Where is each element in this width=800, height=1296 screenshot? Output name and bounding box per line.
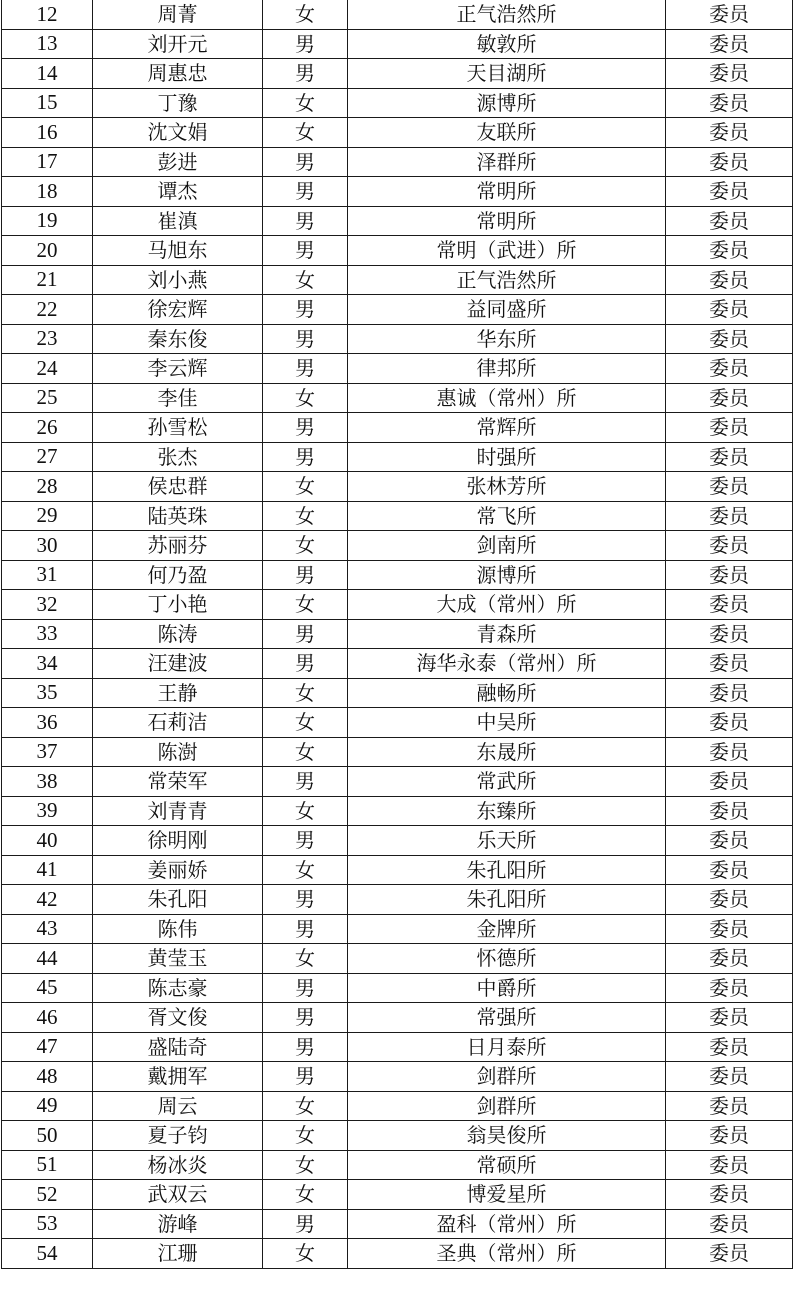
law-firm-cell: 常武所	[348, 767, 666, 797]
table-row	[2, 177, 793, 207]
row-number-cell: 45	[2, 973, 93, 1003]
member-gender-cell: 男	[263, 442, 348, 472]
table-row	[2, 944, 793, 974]
member-role-cell: 委员	[666, 531, 793, 561]
member-gender-cell: 男	[263, 29, 348, 59]
row-number-cell: 43	[2, 914, 93, 944]
row-number-cell: 32	[2, 590, 93, 620]
member-gender-cell: 女	[263, 118, 348, 148]
member-gender-cell: 男	[263, 324, 348, 354]
row-number-cell: 12	[2, 0, 93, 29]
law-firm-cell: 东晟所	[348, 737, 666, 767]
member-role-cell: 委员	[666, 236, 793, 266]
member-gender-cell: 女	[263, 708, 348, 738]
table-row	[2, 118, 793, 148]
law-firm-cell: 友联所	[348, 118, 666, 148]
member-name-cell: 陈澍	[93, 737, 263, 767]
member-role-cell: 委员	[666, 1150, 793, 1180]
member-role-cell: 委员	[666, 826, 793, 856]
member-name-cell: 杨冰炎	[93, 1150, 263, 1180]
member-gender-cell: 女	[263, 944, 348, 974]
row-number-cell: 53	[2, 1209, 93, 1239]
member-gender-cell: 女	[263, 796, 348, 826]
member-name-cell: 陈伟	[93, 914, 263, 944]
member-gender-cell: 男	[263, 1209, 348, 1239]
row-number-cell: 30	[2, 531, 93, 561]
table-row	[2, 0, 793, 29]
row-number-cell: 29	[2, 501, 93, 531]
law-firm-cell: 怀德所	[348, 944, 666, 974]
member-name-cell: 盛陆奇	[93, 1032, 263, 1062]
table-row	[2, 1091, 793, 1121]
member-gender-cell: 女	[263, 678, 348, 708]
member-name-cell: 夏子钧	[93, 1121, 263, 1151]
member-role-cell: 委员	[666, 29, 793, 59]
member-name-cell: 王静	[93, 678, 263, 708]
member-gender-cell: 男	[263, 177, 348, 207]
law-firm-cell: 东臻所	[348, 796, 666, 826]
member-gender-cell: 女	[263, 0, 348, 29]
law-firm-cell: 常明所	[348, 206, 666, 236]
member-role-cell: 委员	[666, 1091, 793, 1121]
member-name-cell: 谭杰	[93, 177, 263, 207]
law-firm-cell: 剑群所	[348, 1062, 666, 1092]
member-gender-cell: 男	[263, 1032, 348, 1062]
table-row	[2, 265, 793, 295]
law-firm-cell: 日月泰所	[348, 1032, 666, 1062]
member-name-cell: 胥文俊	[93, 1003, 263, 1033]
row-number-cell: 25	[2, 383, 93, 413]
member-name-cell: 陈涛	[93, 619, 263, 649]
row-number-cell: 13	[2, 29, 93, 59]
row-number-cell: 15	[2, 88, 93, 118]
law-firm-cell: 海华永泰（常州）所	[348, 649, 666, 679]
law-firm-cell: 乐天所	[348, 826, 666, 856]
law-firm-cell: 常飞所	[348, 501, 666, 531]
table-row	[2, 29, 793, 59]
law-firm-cell: 大成（常州）所	[348, 590, 666, 620]
table-row	[2, 206, 793, 236]
member-name-cell: 陈志豪	[93, 973, 263, 1003]
member-role-cell: 委员	[666, 472, 793, 502]
table-row	[2, 88, 793, 118]
member-role-cell: 委员	[666, 914, 793, 944]
member-gender-cell: 女	[263, 265, 348, 295]
law-firm-cell: 张林芳所	[348, 472, 666, 502]
law-firm-cell: 常明所	[348, 177, 666, 207]
law-firm-cell: 博爱星所	[348, 1180, 666, 1210]
member-role-cell: 委员	[666, 295, 793, 325]
member-role-cell: 委员	[666, 88, 793, 118]
member-role-cell: 委员	[666, 1209, 793, 1239]
member-role-cell: 委员	[666, 1180, 793, 1210]
member-name-cell: 汪建波	[93, 649, 263, 679]
law-firm-cell: 常强所	[348, 1003, 666, 1033]
table-row	[2, 973, 793, 1003]
row-number-cell: 27	[2, 442, 93, 472]
row-number-cell: 22	[2, 295, 93, 325]
member-name-cell: 秦东俊	[93, 324, 263, 354]
law-firm-cell: 朱孔阳所	[348, 855, 666, 885]
member-name-cell: 苏丽芬	[93, 531, 263, 561]
member-role-cell: 委员	[666, 619, 793, 649]
member-role-cell: 委员	[666, 413, 793, 443]
member-table	[1, 0, 793, 1269]
member-role-cell: 委员	[666, 383, 793, 413]
row-number-cell: 44	[2, 944, 93, 974]
row-number-cell: 28	[2, 472, 93, 502]
member-role-cell: 委员	[666, 767, 793, 797]
member-role-cell: 委员	[666, 265, 793, 295]
member-gender-cell: 男	[263, 59, 348, 89]
row-number-cell: 51	[2, 1150, 93, 1180]
member-role-cell: 委员	[666, 737, 793, 767]
member-role-cell: 委员	[666, 177, 793, 207]
law-firm-cell: 正气浩然所	[348, 0, 666, 29]
member-gender-cell: 女	[263, 737, 348, 767]
law-firm-cell: 朱孔阳所	[348, 885, 666, 915]
member-gender-cell: 女	[263, 590, 348, 620]
law-firm-cell: 融畅所	[348, 678, 666, 708]
table-row	[2, 501, 793, 531]
table-row	[2, 472, 793, 502]
member-role-cell: 委员	[666, 206, 793, 236]
law-firm-cell: 泽群所	[348, 147, 666, 177]
table-row	[2, 796, 793, 826]
member-name-cell: 沈文娟	[93, 118, 263, 148]
row-number-cell: 18	[2, 177, 93, 207]
member-gender-cell: 男	[263, 1062, 348, 1092]
member-gender-cell: 男	[263, 649, 348, 679]
member-role-cell: 委员	[666, 1032, 793, 1062]
row-number-cell: 46	[2, 1003, 93, 1033]
member-gender-cell: 男	[263, 560, 348, 590]
member-name-cell: 丁豫	[93, 88, 263, 118]
member-gender-cell: 女	[263, 1091, 348, 1121]
table-row	[2, 914, 793, 944]
row-number-cell: 24	[2, 354, 93, 384]
member-gender-cell: 男	[263, 885, 348, 915]
table-row	[2, 383, 793, 413]
row-number-cell: 48	[2, 1062, 93, 1092]
table-row	[2, 59, 793, 89]
table-row	[2, 737, 793, 767]
member-name-cell: 石莉洁	[93, 708, 263, 738]
law-firm-cell: 青森所	[348, 619, 666, 649]
member-gender-cell: 男	[263, 826, 348, 856]
member-name-cell: 姜丽娇	[93, 855, 263, 885]
member-name-cell: 刘开元	[93, 29, 263, 59]
table-row	[2, 1209, 793, 1239]
member-name-cell: 周惠忠	[93, 59, 263, 89]
law-firm-cell: 源博所	[348, 88, 666, 118]
table-row	[2, 590, 793, 620]
member-name-cell: 何乃盈	[93, 560, 263, 590]
member-name-cell: 黄莹玉	[93, 944, 263, 974]
member-gender-cell: 女	[263, 383, 348, 413]
member-name-cell: 戴拥军	[93, 1062, 263, 1092]
row-number-cell: 50	[2, 1121, 93, 1151]
table-row	[2, 649, 793, 679]
table-row	[2, 560, 793, 590]
member-name-cell: 孙雪松	[93, 413, 263, 443]
row-number-cell: 36	[2, 708, 93, 738]
row-number-cell: 14	[2, 59, 93, 89]
member-gender-cell: 男	[263, 619, 348, 649]
member-role-cell: 委员	[666, 855, 793, 885]
member-gender-cell: 男	[263, 914, 348, 944]
member-name-cell: 江珊	[93, 1239, 263, 1269]
table-row	[2, 619, 793, 649]
row-number-cell: 21	[2, 265, 93, 295]
law-firm-cell: 剑南所	[348, 531, 666, 561]
member-gender-cell: 女	[263, 501, 348, 531]
table-row	[2, 678, 793, 708]
member-gender-cell: 男	[263, 295, 348, 325]
member-role-cell: 委员	[666, 708, 793, 738]
table-row	[2, 708, 793, 738]
member-role-cell: 委员	[666, 1062, 793, 1092]
law-firm-cell: 圣典（常州）所	[348, 1239, 666, 1269]
law-firm-cell: 华东所	[348, 324, 666, 354]
row-number-cell: 17	[2, 147, 93, 177]
row-number-cell: 39	[2, 796, 93, 826]
member-role-cell: 委员	[666, 796, 793, 826]
law-firm-cell: 律邦所	[348, 354, 666, 384]
row-number-cell: 38	[2, 767, 93, 797]
law-firm-cell: 时强所	[348, 442, 666, 472]
member-gender-cell: 男	[263, 413, 348, 443]
table-row	[2, 531, 793, 561]
member-gender-cell: 男	[263, 767, 348, 797]
member-role-cell: 委员	[666, 590, 793, 620]
table-row	[2, 1180, 793, 1210]
member-name-cell: 张杰	[93, 442, 263, 472]
member-role-cell: 委员	[666, 442, 793, 472]
row-number-cell: 35	[2, 678, 93, 708]
member-name-cell: 李佳	[93, 383, 263, 413]
law-firm-cell: 金牌所	[348, 914, 666, 944]
table-row	[2, 767, 793, 797]
table-row	[2, 442, 793, 472]
row-number-cell: 33	[2, 619, 93, 649]
row-number-cell: 41	[2, 855, 93, 885]
member-gender-cell: 女	[263, 1180, 348, 1210]
member-name-cell: 李云辉	[93, 354, 263, 384]
table-row	[2, 885, 793, 915]
member-gender-cell: 男	[263, 206, 348, 236]
member-name-cell: 周菁	[93, 0, 263, 29]
member-gender-cell: 男	[263, 147, 348, 177]
row-number-cell: 52	[2, 1180, 93, 1210]
table-row	[2, 295, 793, 325]
member-role-cell: 委员	[666, 0, 793, 29]
law-firm-cell: 源博所	[348, 560, 666, 590]
table-row	[2, 147, 793, 177]
member-role-cell: 委员	[666, 885, 793, 915]
member-gender-cell: 男	[263, 1003, 348, 1033]
law-firm-cell: 常硕所	[348, 1150, 666, 1180]
member-gender-cell: 男	[263, 973, 348, 1003]
member-name-cell: 崔滇	[93, 206, 263, 236]
row-number-cell: 31	[2, 560, 93, 590]
table-row	[2, 1032, 793, 1062]
table-row	[2, 1003, 793, 1033]
row-number-cell: 54	[2, 1239, 93, 1269]
member-role-cell: 委员	[666, 324, 793, 354]
member-gender-cell: 女	[263, 1239, 348, 1269]
row-number-cell: 20	[2, 236, 93, 266]
member-name-cell: 武双云	[93, 1180, 263, 1210]
member-role-cell: 委员	[666, 678, 793, 708]
law-firm-cell: 常辉所	[348, 413, 666, 443]
row-number-cell: 37	[2, 737, 93, 767]
row-number-cell: 16	[2, 118, 93, 148]
row-number-cell: 40	[2, 826, 93, 856]
member-name-cell: 徐宏辉	[93, 295, 263, 325]
member-gender-cell: 女	[263, 1121, 348, 1151]
table-row	[2, 826, 793, 856]
table-row	[2, 1062, 793, 1092]
member-gender-cell: 男	[263, 236, 348, 266]
member-role-cell: 委员	[666, 118, 793, 148]
member-name-cell: 游峰	[93, 1209, 263, 1239]
member-table-body	[2, 0, 793, 1268]
law-firm-cell: 益同盛所	[348, 295, 666, 325]
table-row	[2, 324, 793, 354]
member-role-cell: 委员	[666, 501, 793, 531]
member-name-cell: 马旭东	[93, 236, 263, 266]
table-row	[2, 236, 793, 266]
member-gender-cell: 女	[263, 88, 348, 118]
law-firm-cell: 中吴所	[348, 708, 666, 738]
member-role-cell: 委员	[666, 1003, 793, 1033]
law-firm-cell: 剑群所	[348, 1091, 666, 1121]
member-role-cell: 委员	[666, 944, 793, 974]
member-name-cell: 侯忠群	[93, 472, 263, 502]
member-role-cell: 委员	[666, 973, 793, 1003]
member-name-cell: 常荣军	[93, 767, 263, 797]
member-name-cell: 周云	[93, 1091, 263, 1121]
row-number-cell: 34	[2, 649, 93, 679]
member-role-cell: 委员	[666, 1121, 793, 1151]
table-row	[2, 1150, 793, 1180]
member-name-cell: 彭进	[93, 147, 263, 177]
row-number-cell: 49	[2, 1091, 93, 1121]
row-number-cell: 26	[2, 413, 93, 443]
member-role-cell: 委员	[666, 560, 793, 590]
law-firm-cell: 中爵所	[348, 973, 666, 1003]
table-row	[2, 354, 793, 384]
member-role-cell: 委员	[666, 147, 793, 177]
law-firm-cell: 盈科（常州）所	[348, 1209, 666, 1239]
member-gender-cell: 女	[263, 472, 348, 502]
table-row	[2, 855, 793, 885]
row-number-cell: 19	[2, 206, 93, 236]
member-gender-cell: 女	[263, 531, 348, 561]
member-gender-cell: 男	[263, 354, 348, 384]
table-row	[2, 1121, 793, 1151]
member-role-cell: 委员	[666, 59, 793, 89]
table-row	[2, 413, 793, 443]
member-gender-cell: 女	[263, 855, 348, 885]
member-role-cell: 委员	[666, 1239, 793, 1269]
member-name-cell: 陆英珠	[93, 501, 263, 531]
member-gender-cell: 女	[263, 1150, 348, 1180]
row-number-cell: 42	[2, 885, 93, 915]
law-firm-cell: 正气浩然所	[348, 265, 666, 295]
row-number-cell: 23	[2, 324, 93, 354]
law-firm-cell: 敏敦所	[348, 29, 666, 59]
member-name-cell: 刘小燕	[93, 265, 263, 295]
law-firm-cell: 惠诚（常州）所	[348, 383, 666, 413]
member-role-cell: 委员	[666, 354, 793, 384]
law-firm-cell: 天目湖所	[348, 59, 666, 89]
row-number-cell: 47	[2, 1032, 93, 1062]
member-name-cell: 丁小艳	[93, 590, 263, 620]
member-name-cell: 朱孔阳	[93, 885, 263, 915]
law-firm-cell: 翁昊俊所	[348, 1121, 666, 1151]
member-role-cell: 委员	[666, 649, 793, 679]
member-name-cell: 刘青青	[93, 796, 263, 826]
member-name-cell: 徐明刚	[93, 826, 263, 856]
law-firm-cell: 常明（武进）所	[348, 236, 666, 266]
table-row	[2, 1239, 793, 1269]
